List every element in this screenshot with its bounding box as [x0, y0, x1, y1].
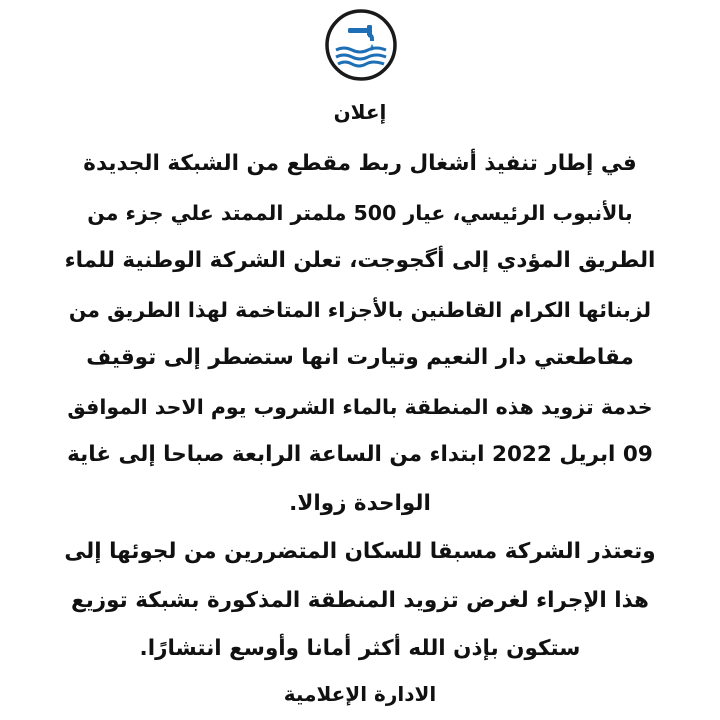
announcement-line-10: هذا الإجراء لغرض تزويد المنطقة المذكورة بشبكة توزيع — [71, 587, 649, 613]
announcement-line-5: مقاطعتي دار النعيم وتيارت انها ستضطر إلى توقيف — [86, 345, 634, 370]
signature: الادارة الإعلامية — [283, 682, 437, 706]
announcement-line-1: في إطار تنفيذ أشغال ربط مقطع من الشبكة الجديدة — [83, 151, 637, 176]
announcement-line-9: وتعتذر الشركة مسبقا للسكان المتضررين من لجوئها إلى — [64, 539, 656, 564]
announcement-title: إعلان — [333, 100, 387, 124]
announcement-line-6: خدمة تزويد هذه المنطقة بالماء الشروب يوم الاحد الموافق — [67, 394, 653, 419]
announcement-line-3: الطريق المؤدي إلى أگجوجت، تعلن الشركة الوطنية للماء — [64, 248, 656, 273]
announcement-line-11: ستكون بإذن الله أكثر أمانا وأوسع انتشارًا. — [139, 636, 581, 661]
announcement-line-8: الواحدة زوالا. — [289, 490, 431, 516]
announcement-line-2: بالأنبوب الرئيسي، عيار 500 ملمتر الممتد علي جزء من — [87, 200, 633, 225]
announcement-line-4: لزبنائها الكرام القاطنين بالأجزاء المتاخمة لهذا الطريق من — [68, 297, 652, 322]
water-tap-logo-icon — [324, 8, 398, 82]
announcement-line-7: 09 ابريل 2022 ابتداء من الساعة الرابعة صباحا إلى غاية — [67, 442, 653, 467]
announcement-body — [30, 140, 690, 674]
